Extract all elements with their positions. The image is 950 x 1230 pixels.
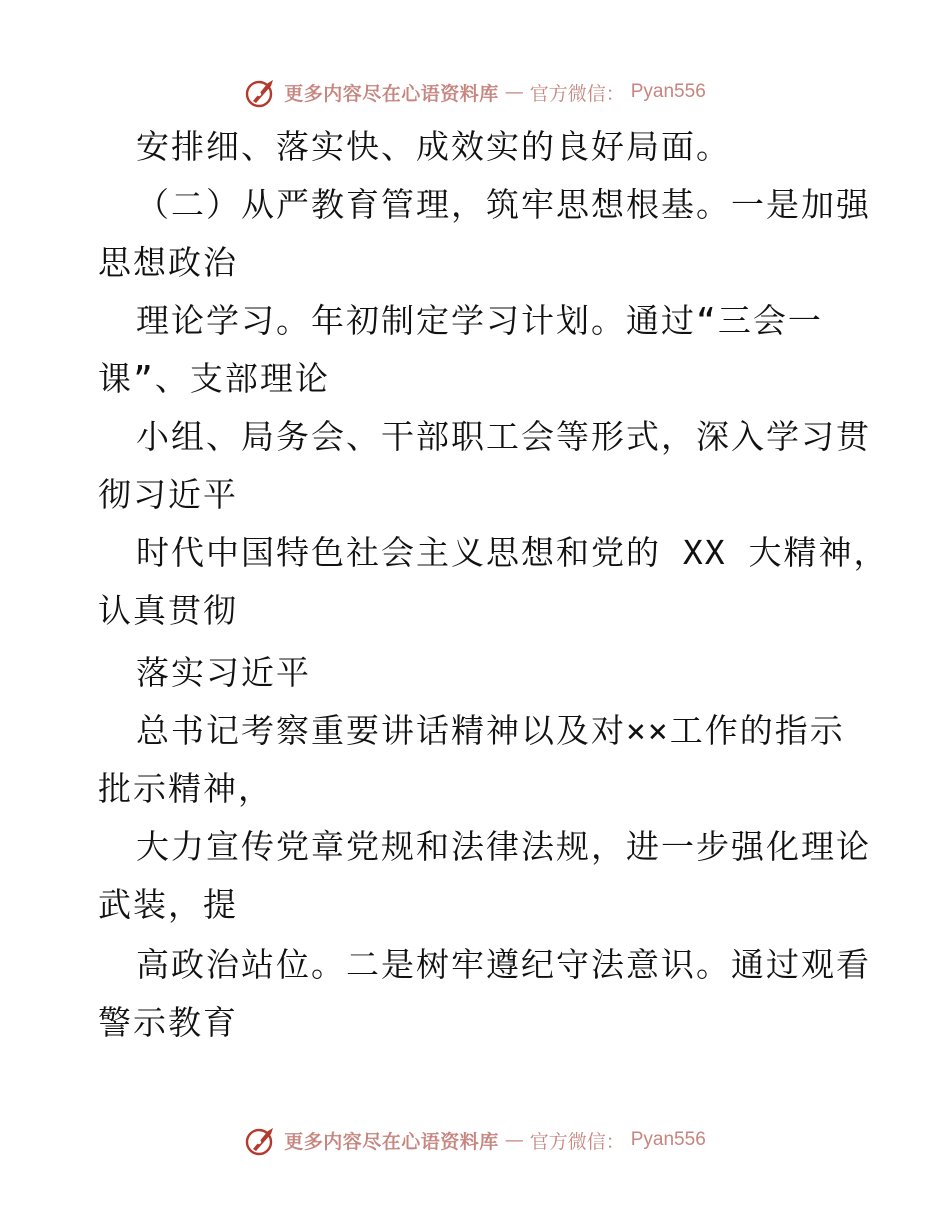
footer-brand-text: 更多内容尽在心语资料库 xyxy=(284,1130,499,1153)
text-line: 警示教育 xyxy=(98,1003,238,1042)
text-line: 认真贯彻 xyxy=(98,591,238,630)
text-line: 总书记考察重要讲话精神以及对××工作的指示 xyxy=(136,711,845,750)
footer-wechat-id: Pyan556 xyxy=(630,1129,706,1150)
header-watermark-banner xyxy=(0,72,950,112)
text-line: 理论学习。年初制定学习计划。通过“三会一 xyxy=(136,301,823,340)
text-line: 武装，提 xyxy=(98,885,238,924)
pen-nib-logo-icon xyxy=(244,75,278,109)
text-line: 落实习近平 xyxy=(136,653,311,692)
footer-wechat-label: 官方微信： xyxy=(529,1130,625,1153)
footer-watermark-banner xyxy=(0,1120,950,1160)
header-wechat-id: Pyan556 xyxy=(630,81,706,102)
text-line: 安排细、落实快、成效实的良好局面。 xyxy=(136,127,731,166)
text-line: 思想政治 xyxy=(98,243,238,282)
text-line: 时代中国特色社会主义思想和党的 XX 大精神， xyxy=(136,533,889,572)
header-dash: — xyxy=(504,81,524,103)
text-line: 彻习近平 xyxy=(98,475,238,514)
text-line: （二）从严教育管理，筑牢思想根基。一是加强 xyxy=(136,185,871,224)
text-line: 小组、局务会、干部职工会等形式，深入学习贯 xyxy=(136,417,871,456)
text-line: 高政治站位。二是树牢遵纪守法意识。通过观看 xyxy=(136,945,871,984)
header-wechat-label: 官方微信： xyxy=(529,82,625,105)
text-line: 大力宣传党章党规和法律法规，进一步强化理论 xyxy=(136,827,871,866)
text-line: 批示精神， xyxy=(98,769,273,808)
header-brand-text: 更多内容尽在心语资料库 xyxy=(284,82,499,105)
text-line: 课”、支部理论 xyxy=(98,359,330,398)
footer-dash: — xyxy=(504,1129,524,1151)
pen-nib-logo-icon xyxy=(244,1123,278,1157)
